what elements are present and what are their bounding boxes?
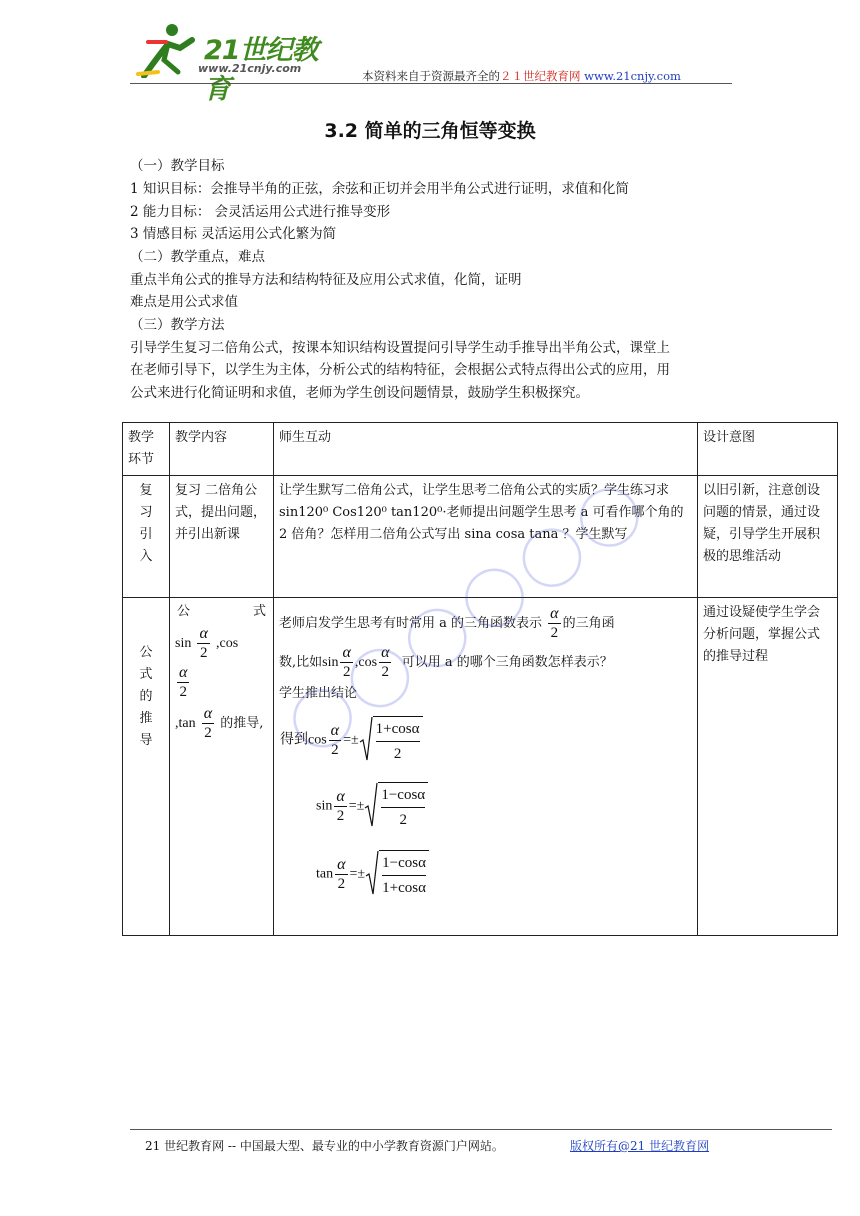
frac-num: α: [199, 625, 208, 642]
logo-url: www.21cnjy.com: [198, 62, 302, 75]
site-logo: [134, 22, 334, 105]
cos-label: cos: [358, 655, 378, 670]
radicand-den: 1+cosα: [382, 880, 426, 896]
tan-label: tan: [316, 866, 334, 882]
table-row: [123, 598, 838, 936]
radicand: [379, 850, 429, 898]
radicand-num: 1−cosα: [382, 853, 426, 876]
body-line: 2 能力目标： 会灵活运用公式进行推导变形: [130, 204, 391, 220]
frac-den: 2: [381, 664, 390, 680]
alpha-over-two: [202, 706, 214, 741]
body-line: 重点半角公式的推导方法和结构特征及应用公式求值，化简，证明: [130, 272, 522, 288]
table-row: [123, 476, 838, 598]
content-word-a: 公: [177, 604, 191, 619]
frac-num: α: [336, 788, 345, 805]
radical-sign-icon: [364, 782, 378, 828]
comma: ,: [354, 655, 359, 670]
body-line: 3 情感目标 灵活运用公式化繁为简: [130, 226, 337, 242]
alpha-over-two: [340, 645, 352, 680]
content-cell-derivation: [170, 598, 274, 936]
interaction-line-2: [279, 645, 692, 680]
cos-label: cos: [219, 636, 239, 651]
plus-minus: =±: [349, 866, 366, 882]
stage-text: 复习引入: [139, 483, 153, 564]
page-title: 3.2 简单的三角恒等变换: [324, 120, 536, 142]
interaction-cell-derivation: [274, 598, 698, 936]
runner-logo-icon: [134, 22, 204, 78]
tan-label: tan: [178, 716, 196, 731]
alpha-over-two: [329, 723, 341, 758]
lesson-table: [122, 422, 838, 936]
comma: ,: [175, 716, 179, 731]
content-word-b: 式: [252, 604, 266, 619]
cos-label: cos: [308, 732, 327, 748]
section-heading-keypoints: （二）教学重点，难点: [130, 249, 265, 265]
alpha-over-two: [335, 857, 347, 892]
interaction-text: 可以用 a 的哪个三角函数怎样表示？: [401, 655, 613, 670]
header-cell-intent: 设计意图: [698, 423, 838, 476]
header-cell-stage: 教学环节: [123, 423, 170, 476]
footer-copyright-link[interactable]: 版权所有@21 世纪教育网: [570, 1139, 710, 1153]
sin-label: sin: [175, 636, 192, 651]
plus-minus: =±: [348, 798, 365, 814]
result-lead: 得到: [280, 732, 308, 748]
content-tail: 的推导,: [220, 716, 264, 731]
alpha-over-two: [197, 626, 209, 661]
body-line: 在老师引导下，以学生为主体，分析公式的结构特征，会根据公式特点得出公式的应用，用: [130, 362, 670, 378]
radicand-den: 2: [399, 812, 407, 828]
interaction-text: 数,比如: [279, 655, 323, 670]
frac-num: α: [179, 664, 188, 681]
frac-num: α: [337, 856, 346, 873]
interaction-text: 老师启发学生思考有时常用 a 的三角函数表示: [279, 616, 543, 631]
comma: ,: [216, 636, 220, 651]
frac-den: 2: [179, 684, 187, 700]
footer-divider: [130, 1129, 832, 1130]
square-root: [364, 782, 428, 831]
interaction-text: 的三角函: [562, 616, 615, 631]
frac-den: 2: [331, 742, 339, 758]
content-spread-line: [175, 602, 268, 622]
body-line: 1 知识目标：会推导半角的正弦，余弦和正切并会用半角公式进行证明，求值和化简: [130, 181, 629, 197]
radicand-num: 1+cosα: [376, 719, 420, 742]
body-line: 引导学生复习二倍角公式，按课本知识结构设置提问引导学生动手推导出半角公式，课堂上: [130, 340, 670, 356]
header-note-prefix: 本资料来自于资源最齐全的: [362, 69, 500, 83]
section-heading-methods: （三）教学方法: [130, 317, 225, 333]
radicand: [373, 716, 423, 764]
square-root: [359, 716, 423, 765]
sin-label: sin: [322, 655, 339, 670]
frac-den: 2: [337, 876, 346, 892]
frac-den: 2: [336, 808, 345, 824]
radicand: [378, 782, 428, 830]
frac-num: α: [550, 605, 559, 622]
stage-cell-review: [123, 476, 170, 598]
cos-half-angle-formula: [280, 716, 423, 765]
sin-half-angle-formula: [316, 782, 428, 831]
content-cell-review: 复习 二倍角公式，提出问题，并引出新课: [170, 476, 274, 598]
frac-num: α: [381, 644, 390, 661]
header-cell-content: 教学内容: [170, 423, 274, 476]
header-note-url[interactable]: www.21cnjy.com: [584, 69, 681, 83]
interaction-line-3: 学生推出结论: [279, 686, 358, 701]
content-formula-line: [175, 626, 268, 661]
alpha-over-two: [177, 665, 189, 700]
plus-minus: =±: [343, 732, 359, 748]
frac-den: 2: [204, 725, 212, 741]
radicand-num: 1−cosα: [381, 785, 425, 808]
alpha-over-two: [379, 645, 391, 680]
header-note-site[interactable]: ２１世纪教育网: [500, 69, 581, 83]
content-frac-line: [175, 665, 268, 700]
radicand-den: 2: [393, 746, 402, 762]
footer-text: 21 世纪教育网 -- 中国最大型、最专业的中小学教育资源门户网站。: [145, 1139, 504, 1153]
intent-cell-derivation: 通过设疑使学生学会分析问题，掌握公式的推导过程: [698, 598, 838, 936]
frac-num: α: [330, 722, 340, 739]
page-header: [130, 22, 732, 105]
stage-text: 公式的推导: [139, 645, 153, 748]
interaction-line-1: [279, 606, 692, 641]
tan-half-angle-formula: [316, 850, 429, 899]
square-root: [365, 850, 429, 899]
frac-num: α: [342, 644, 351, 661]
frac-num: α: [203, 705, 213, 722]
table-header-row: [123, 423, 838, 476]
alpha-over-two: [548, 606, 560, 641]
logo-text: 21世纪教育: [204, 35, 318, 105]
frac-den: 2: [342, 664, 351, 680]
radical-sign-icon: [359, 716, 373, 762]
alpha-over-two: [334, 789, 346, 824]
header-divider: [130, 83, 732, 84]
body-line: 难点是用公式求值: [130, 294, 238, 310]
sin-label: sin: [316, 798, 333, 814]
header-note: [362, 68, 681, 84]
header-cell-interaction: 师生互动: [274, 423, 698, 476]
body-line: 公式来进行化简证明和求值，老师为学生创设问题情景，鼓励学生积极探究。: [130, 385, 589, 401]
stage-cell-derivation: [123, 598, 170, 936]
section-heading-objectives: （一）教学目标: [130, 158, 225, 174]
frac-den: 2: [199, 645, 208, 661]
intent-cell-review: 以旧引新，注意创设问题的情景，通过设疑，引导学生开展积极的思维活动: [698, 476, 838, 598]
content-tan-line: [175, 706, 268, 741]
frac-den: 2: [550, 625, 559, 641]
radical-sign-icon: [365, 850, 379, 896]
interaction-cell-review: 让学生默写二倍角公式，让学生思考二倍角公式的实质？学生练习求 sin120⁰ Cos120⁰ tan120⁰·老师提出问题学生思考 a 可看作哪个角的 2 倍角？怎样用二倍角公式写出 sina cosa tana ？学生默写: [274, 476, 698, 598]
